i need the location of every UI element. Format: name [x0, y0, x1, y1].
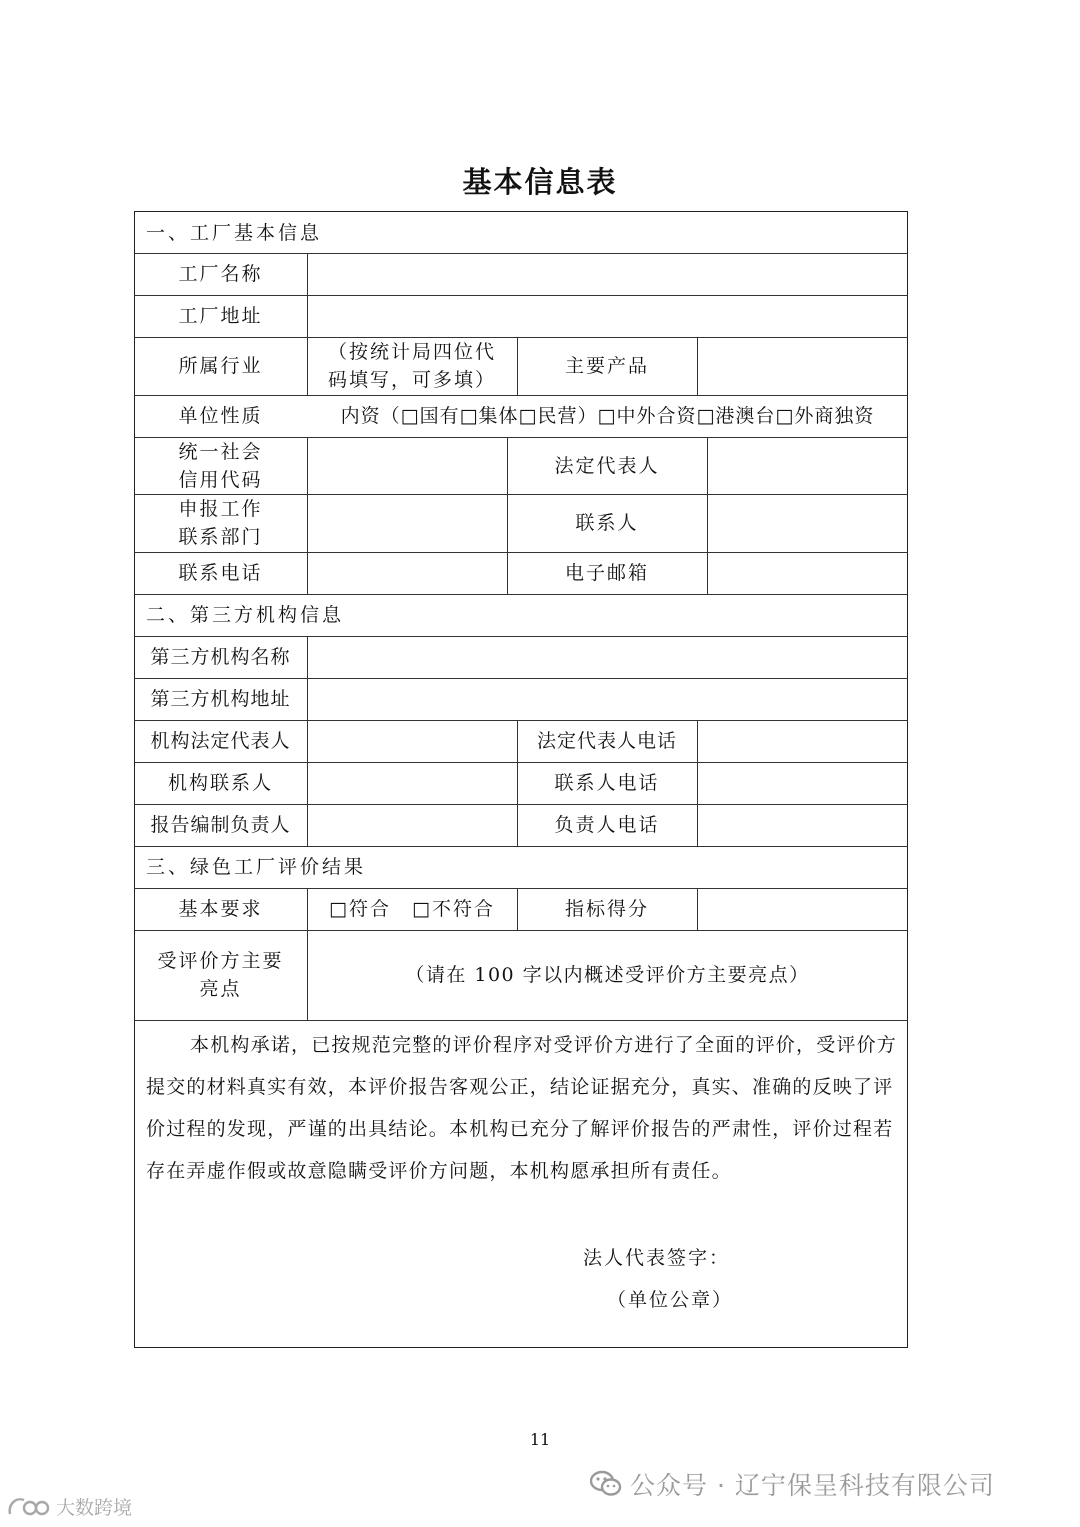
- watermark-wechat: [590, 1466, 995, 1502]
- field-org-name[interactable]: [307, 636, 908, 678]
- field-industry[interactable]: [307, 337, 517, 395]
- label-main-product: 主要产品: [564, 355, 649, 377]
- industry-hint-line1: （按统计局四位代: [327, 341, 496, 363]
- field-email[interactable]: [707, 552, 908, 594]
- field-org-address[interactable]: [307, 678, 908, 720]
- field-legal-rep[interactable]: [707, 437, 908, 494]
- label-legal-rep-phone: 法定代表人电话: [536, 730, 677, 752]
- industry-hint-line2: 码填写，可多填）: [327, 369, 496, 391]
- credit-code-line1: 统一社会: [178, 440, 263, 463]
- field-factory-name[interactable]: [307, 253, 908, 295]
- field-factory-address[interactable]: [307, 295, 908, 337]
- field-lead-phone[interactable]: [697, 804, 908, 846]
- watermark-wechat-text: 公众号 · 辽宁保呈科技有限公司: [630, 1471, 995, 1500]
- field-org-legal-rep[interactable]: [307, 720, 517, 762]
- field-report-lead[interactable]: [307, 804, 517, 846]
- watermark-logo: [6, 1493, 132, 1520]
- highlights-line1: 受评价方主要: [157, 950, 284, 972]
- label-org-legal-rep: 机构法定代表人: [150, 730, 291, 752]
- field-org-contact[interactable]: [307, 762, 517, 804]
- label-basic-req: 基本要求: [178, 898, 263, 920]
- section-heading-third-party: 二、第三方机构信息: [146, 604, 345, 626]
- pledge-text: 本机构承诺，已按规范完整的评价程序对受评价方进行了全面的评价，受评价方提交的材料真实有效，本评价报告客观公正，结论证据充分，真实、准确的反映了评价过程的发现，严谨的出具结论。本机构已充分了解评价报告的严肃性，评价过程若存在弄虚作假或故意隐瞒受评价方问题，本机构愿承担所有责任。: [146, 1034, 898, 1182]
- row-divider: [134, 1020, 908, 1021]
- label-report-lead: 报告编制负责人: [150, 814, 291, 836]
- section-heading-evaluation: 三、绿色工厂评价结果: [146, 856, 367, 878]
- unit-nature-options[interactable]: 内资（□国有□集体□民营）□中外合资□港澳台□外商独资: [340, 405, 875, 427]
- field-contact-person[interactable]: [707, 494, 908, 552]
- seal-label: （单位公章）: [607, 1289, 734, 1311]
- label-factory-address: 工厂地址: [178, 305, 263, 327]
- label-factory-name: 工厂名称: [178, 263, 263, 285]
- logo-icon: [6, 1494, 50, 1520]
- label-org-contact: 机构联系人: [167, 772, 273, 794]
- signature-label: 法人代表签字：: [583, 1247, 731, 1269]
- field-main-product[interactable]: [697, 337, 908, 395]
- contact-dept-line1: 申报工作: [178, 498, 263, 520]
- field-score[interactable]: [697, 888, 908, 930]
- watermark-logo-text: 大数跨境: [56, 1497, 133, 1519]
- label-credit-code: [134, 437, 307, 494]
- label-contact-phone: 联系电话: [178, 562, 263, 584]
- label-contact-person: 联系人: [575, 512, 639, 534]
- label-unit-nature: 单位性质: [178, 405, 263, 427]
- label-highlights: [134, 930, 307, 1020]
- page-number: 11: [529, 1430, 551, 1449]
- label-email: 电子邮箱: [564, 562, 649, 584]
- section-heading-factory: 一、工厂基本信息: [146, 221, 323, 244]
- field-org-contact-phone[interactable]: [697, 762, 908, 804]
- field-contact-dept[interactable]: [307, 494, 507, 552]
- label-org-address: 第三方机构地址: [150, 688, 291, 710]
- label-contact-dept: [134, 494, 307, 552]
- label-score: 指标得分: [564, 898, 649, 920]
- wechat-icon: [590, 1470, 622, 1498]
- page-title: 基本信息表: [462, 165, 618, 199]
- label-industry: 所属行业: [178, 355, 263, 377]
- field-contact-phone[interactable]: [307, 552, 507, 594]
- field-highlights[interactable]: （请在 100 字以内概述受评价方主要亮点）: [405, 964, 810, 986]
- basic-req-options[interactable]: □符合 □不符合: [329, 898, 495, 920]
- label-legal-rep: 法定代表人: [554, 454, 660, 477]
- label-org-contact-phone: 联系人电话: [554, 772, 660, 794]
- label-lead-phone: 负责人电话: [554, 814, 660, 836]
- credit-code-line2: 信用代码: [178, 468, 263, 491]
- highlights-line2: 亮点: [199, 978, 242, 1000]
- contact-dept-line2: 联系部门: [178, 526, 263, 548]
- field-credit-code[interactable]: [307, 437, 507, 494]
- label-org-name: 第三方机构名称: [150, 646, 291, 668]
- field-legal-rep-phone[interactable]: [697, 720, 908, 762]
